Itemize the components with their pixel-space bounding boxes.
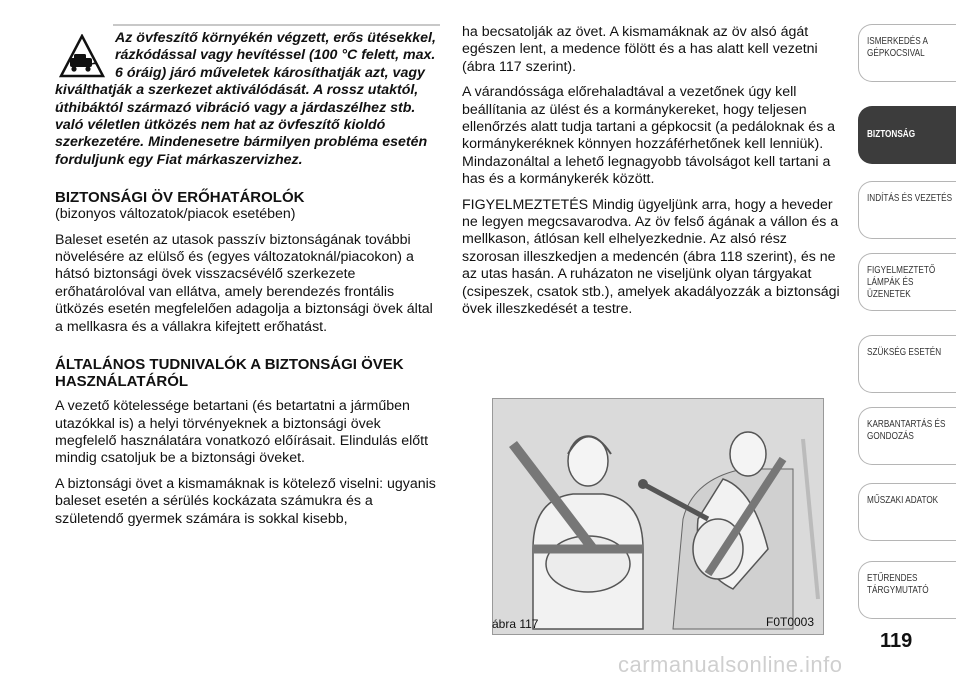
right-column — [462, 24, 847, 319]
tab-label: MŰSZAKI ADATOK — [867, 494, 939, 506]
warning-box — [55, 30, 440, 169]
section2-paragraph-1: A vezető kötelessége betartani (és betartatni a járműben utazókkal is) a helyi törvényeknek a biztonsági övek megfelelő használatára vonatkozó előírásait. Elindulás előtt mindig csatoljuk be a biztonsági öveket. — [55, 398, 429, 467]
section2-paragraph-2: A biztonsági övet a kismamáknak is kötelező viselni: ugyanis baleset esetén a sérülés kockázata számukra és a születendő gyermek számára is sokkal kisebb, — [55, 475, 436, 527]
tab-label: SZÜKSÉG ESETÉN — [867, 346, 942, 358]
car-skid-warning-icon — [59, 34, 105, 80]
tab-szukseg[interactable] — [858, 335, 956, 393]
left-column — [55, 24, 440, 528]
section2-title: ÁLTALÁNOS TUDNIVALÓK A BIZTONSÁGI ÖVEK HASZNÁLATÁRÓL — [55, 356, 404, 391]
section1-subtitle: (bizonyos változatok/piacok esetében) — [55, 206, 296, 223]
tab-label: FIGYELMEZTETŐ LÁMPÁK ÉS ÜZENETEK — [867, 264, 936, 300]
tab-label: BIZTONSÁG — [867, 128, 916, 140]
watermark: carmanualsonline.info — [618, 652, 843, 677]
tab-biztonsag[interactable] — [858, 106, 956, 164]
tab-inditas[interactable] — [858, 181, 956, 239]
figure-code: F0T0003 — [766, 615, 815, 629]
right-paragraph-2: A várandóssága előrehaladtával a vezetőnek úgy kell beállítania az ülést és a kormánykereket, hogy teljesen ellenőrzés alatt tudja tartani a gépkocsit (a pedáloknak és a kormánykeréknek könnyen hozzáférhetőnek kell lenniük). Mindazonáltal a lehető legnagyobb távolságot kell tartani a has és a kormánykerék között. — [462, 84, 836, 188]
tab-karbantartas[interactable] — [858, 407, 956, 465]
tab-label: ISMERKEDÉS A GÉPKOCSIVAL — [867, 35, 928, 59]
warning-top-rule — [113, 24, 440, 26]
tab-label: INDÍTÁS ÉS VEZETÉS — [867, 192, 953, 204]
chapter-tabs — [858, 0, 960, 678]
figure-caption: ábra 117 — [492, 617, 539, 631]
section1-title: BIZTONSÁGI ÖV ERŐHATÁROLÓK — [55, 189, 305, 207]
seatbelt-figure — [492, 398, 824, 635]
warning-text: Az övfeszítő környékén végzett, erős ütésekkel, rázkódással vagy hevítéssel (100 °C felett, max. 6 óráig) járó műveletek károsíthatják azt, vagy kiválthatják a szerkezet aktiválódását. A rossz utaktól, úthibáktól származó vibráció vagy a járdaszélhez stb. való véletlen ütközés nem hat az övfeszítő kioldó szerkezetére. Mindenesetre bármilyen probléma esetén forduljunk egy Fiat márkaszervizhez. — [55, 30, 436, 168]
right-paragraph-1: ha becsatolják az övet. A kismamáknak az öv alsó ágát egészen lent, a medence fölött és a has alatt kell vezetni (ábra 117 szerint). — [462, 24, 818, 75]
tab-muszaki[interactable] — [858, 483, 956, 541]
tab-targymutato[interactable] — [858, 561, 956, 619]
tab-label: ETŰRENDES TÁRGYMUTATÓ — [867, 572, 929, 596]
tab-ismerkedes[interactable] — [858, 24, 956, 82]
page-number: 119 — [880, 630, 913, 652]
tab-label: KARBANTARTÁS ÉS GONDOZÁS — [867, 418, 946, 442]
section1-body: Baleset esetén az utasok passzív biztonságának további növelésére az elülső és (egyes változatoknál/piacokon) a hátsó biztonsági övek visszacsévélő szerkezete erőhatárolóval van ellátva, amely berendezés frontális ütközés esetén megfelelően adagolja a biztonsági övek által a mellkasra és a vállakra kifejtett erőhatást. — [55, 231, 433, 335]
tab-figyelmezteto[interactable] — [858, 253, 956, 311]
right-paragraph-3: FIGYELMEZTETÉS Mindig ügyeljünk arra, hogy a heveder ne legyen megcsavarodva. Az öv felső ágának a vállon és a mellkason, átlósan kell elhelyezkednie. Az alsó rész szorosan illeszkedjen a medencén (ábra 118 szerint), és ne az utas hasán. A ruházaton ne viseljünk olyan tárgyakat (csipeszek, csatok stb.), amelyek akadályozzák a biztonsági övek illeszkedését a testre. — [462, 196, 840, 318]
seatbelt-illustration — [493, 399, 823, 634]
